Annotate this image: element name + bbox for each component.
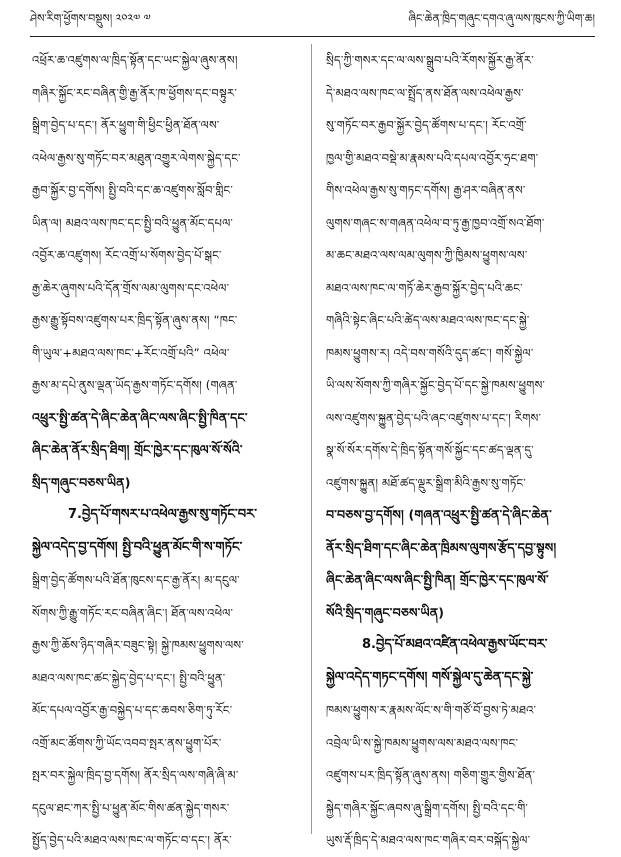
text-line: ཁམས་ཕྱུགས་ར་རྣམས་ལོང་ས་གི་གཙོ་བོ་བྱས་ཏེ་མཐའ་	[326, 703, 537, 717]
text-line: འཕྲོར་ཆ་འཛུགས་ལ་ཁྲིད་སྟོན་དང་ཡང་སྐྱེལ་ཞུས་ནས།	[32, 53, 238, 67]
text-line: མ་ཆང་མཐའ་ལས་ལམ་ལུགས་ཀྱི་ཁྱིམས་ཕྱུགས་ལས་	[326, 248, 528, 262]
text-line: ཞིང་ཆེན་ནོར་སྲིད་ཐིག། གྲོང་ཁྱེར་དང་ཁུལ་སོ་སོའི་	[32, 442, 243, 457]
section-heading-7-cont: སྐྱེལ་འདེད་བྱ་དགོས། སྤྱི་བའི་ཕྱུན་མོང་གི་ས་གཏོང་	[32, 539, 243, 555]
text-line: འབྱོར་ཆ་འཛུགས། རོང་འགྲོ་པ་སོགས་བྱེད་པོ་སྒང་	[32, 248, 222, 262]
text-line: སྤར་བར་སྐྱེལ་ཁྲིད་བྱ་དགོས། ནོར་སྲིད་ལས་གཞི་ཞི་མ་	[32, 768, 239, 782]
header-left-text: ཤེས་རིག་ཕྱོགས་བསྡུས། ༢༠༢༧ ༧	[30, 11, 151, 25]
right-column	[326, 44, 596, 847]
text-line: མཐའ་ལས་ཁང་ལ་གཏོ་ཆེར་རྒྱབ་སྐྱོར་བྱེད་པའི་ཆང་	[326, 280, 523, 295]
text-line: སྤྱོད་བྱེད་པའི་མཐའ་ལས་ཁང་ལ་གཏོང་བ་དང་། ནོར་	[32, 833, 232, 847]
text-line: འཕྲུར་སྤྱི་ཚན་དེ་ཞིང་ཆེན་ཞིང་ལས་ཞིང་སྤྱི་ཁིན་དང་	[32, 409, 248, 425]
text-line: སྣ་སོ་སོར་དགོས་དེ་ཁྲིད་སྟོན་གསོ་སྐྱོང་དང་ཚད་ལྡན་དུ་	[326, 443, 534, 457]
text-line: གི་ཡུལ་+མཐའ་ལས་ཁང་+རོང་འགྲོ་པའི” འཕེལ་	[32, 345, 230, 360]
text-line: སྒྲིག་བྱེད་པ་དང་། ནོར་ཕྱུག་གི་ཕྱིང་ཕྱིན་ཐོན་ལས་	[32, 118, 220, 132]
text-line: ནོར་སྲིད་ཐིག་དང་ཞིང་ཆེན་ཁྲིམས་ལུགས་རྩོད་དབྱ་སྟུས།	[326, 539, 557, 555]
text-line: ཡུས་རྡོ་ཁྲིད་དེ་མཐའ་ལས་ཁང་གཞིར་བར་བསྐོད་སྐྱེལ་	[326, 833, 531, 847]
text-line: རྒྱབ་སྐྱོར་བྱ་དགོས། སྤྱི་བའི་དང་ཆ་འཛུགས་སློབ་གླིང་	[32, 183, 233, 197]
section-heading-8: 8.བྱེད་པོ་མཐའ་འཛིན་འཕེལ་རྒྱས་ཡོང་བར་	[362, 637, 548, 652]
text-line: འབྲེལ་ཡི་ས་སྐྱེ་ཁམས་ཕྱུགས་ལས་མཐའ་ལས་ཁང་	[326, 735, 519, 750]
text-line: རྒྱས་རྒྱུ་སྟོབས་འཛུགས་པར་ཁྲིད་སྟོན་ཞུས་ནས། “ཁང་	[32, 313, 238, 327]
text-line: རྒྱ་ཆེར་ཞུགས་པའི་དོན་གྲོས་ལམ་ལུགས་དང་འཕེལ་	[32, 280, 230, 295]
text-line: སུ་གཏོང་བར་རྒྱབ་སྐྱོར་བྱེད་ཚོགས་པ་དང་། རོང་འགྲོ་	[326, 118, 527, 132]
text-line: ཁྱལ་གྱི་མཐའ་བསྡེ་མ་རྣམས་པའི་དཔལ་འབྱོར་ཧྲང་ཐག་	[326, 150, 539, 165]
text-line: གཞིར་སྐྱོང་རང་བཞིན་གྱི་རྒྱ་ནོར་ཁ་ཕྱོགས་དང་བསྟུར་	[32, 85, 237, 100]
text-line: སྲིད་ཀྱི་གསར་དང་ལ་ལས་སྒྲུབ་པའི་རོགས་སྐྱོར་རྒྱ་ནོར་	[326, 53, 534, 67]
text-line: ཁམས་ཕྱུགས་ར། འདེ་བས་གསོའི་དུད་ཚང་། གསོ་སྐྱེལ་	[326, 345, 534, 360]
column-divider	[311, 44, 312, 834]
section-heading-7: 7.བྱེད་པོ་གསར་པ་འཕེལ་རྒྱས་སུ་གཏོང་བར་	[68, 507, 257, 522]
text-line: གིས་འཕེལ་རྒྱས་སུ་གཏང་དགོས། རྒྱ་ཤར་བཞིན་ནས་	[326, 183, 526, 197]
text-line: དེ་མཐའ་ལས་ཁང་ལ་སྤྲོད་ནས་ཐོན་ལས་འཕེལ་རྒྱས་	[326, 85, 524, 100]
text-line: མོང་དཔལ་འབྱོར་རྒྱ་བསྐྱེད་པ་དང་ཆབས་ཅིག་ཏུ་རོང་	[32, 703, 233, 717]
text-line: སྒྲིག་བྱེད་ཚོགས་པའི་ཐོན་ཁུངས་དང་རྒྱ་ནོར། མ་དངུལ་	[32, 573, 240, 587]
text-line: ཞིང་ཆེན་ཞིང་ལས་ཞིང་སྤྱི་ཁིན། གྲོང་ཁྱེར་དང་ཁུལ་སོ་	[326, 572, 549, 587]
text-line: སོའི་སྲིད་གཞུང་བཅས་ཡིན)	[326, 604, 445, 620]
text-line: མཐའ་ལས་ཁང་ཚང་སྐྱེད་བྱེད་པ་དང་། སྤྱི་བའི་ཕྱུན་	[32, 670, 226, 685]
header-right-text: ཞིང་ཆེན་ཁྲིད་གཞུང་དགའ་ཞུ་ལས་ཁུངས་ཀྱི་ཡིག་ཆ།	[408, 11, 595, 25]
text-line: སྲིད་གཞུང་བཅས་ཡིན)	[32, 474, 131, 490]
text-line: གཞིའི་སྟེང་ཞིང་པའི་ཚེད་ལས་མཐའ་ལས་ཁང་དང་སྐྱེ་	[326, 313, 530, 327]
left-column	[32, 44, 302, 847]
text-line: ཡིན་ལ། མཐའ་ལས་ཁང་དང་སྤྱི་བའི་ཕྱུན་མོང་དཔལ་	[32, 215, 233, 230]
text-line: དངུལ་ཐང་ཀར་སྤྱི་པ་ཕྱུན་མོང་གིས་ཚན་སྐྱེད་གསར་	[32, 800, 230, 815]
text-line: ལས་འཛུགས་སྐྱུན་བྱེད་པའི་ཞང་འཛུགས་པ་དང་། རིགས་	[326, 410, 542, 425]
text-line: འཛུགས་པར་ཁྲིད་སྟོན་ཞུས་ནས། གཅིག་གྱུར་གྱིས་ཐོན་	[326, 768, 536, 782]
text-line: བ་བཅས་བྱ་དགོས། (གཞན་འཕྲུར་སྤྱི་ཚན་དེ་ཞིང་ཆེན་	[326, 507, 552, 522]
page-header	[30, 8, 595, 34]
text-line: འཕེལ་རྒྱས་སུ་གཏོང་བར་མཐུན་འགྱུར་ལེགས་སྐྱེད་དང་	[32, 150, 241, 165]
text-line: ལུགས་གཞང་ས་གཞན་འཕེལ་བ་ཏུ་རྒྱ་ཁྱབ་འགྲོ་སའ་ཐོག་	[326, 215, 545, 230]
text-line: སོགས་ཀྱི་རྒྱུ་གཏོང་རང་བཞིན་ཞིང་། ཐོན་ལས་འཕེལ་	[32, 605, 234, 620]
text-line: འཛུགས་སྐྱུན། མཐོ་ཚད་ལྡུར་སྒྲིག་མིའི་རྒྱས་སུ་གཏོང་	[326, 475, 526, 490]
text-line: སྐྱེད་གཞིར་སྐྱོང་ཞབས་ཞུ་སྒྲིག་དགོས། སྤྱི་བའི་དང་གི་	[326, 800, 528, 815]
section-heading-8-cont: སྐྱེལ་འདེད་གཏང་དགོས། གསོ་སྐྱེལ་དུ་ཆེན་དང་སྐྱེ་	[326, 669, 534, 685]
text-line: འགྲོ་མང་ཚོགས་ཀྱི་ཡོང་འབབ་སྤར་ནས་ཕྱུག་པོར་	[32, 735, 222, 750]
text-line: རྒྱས་མ་དཔེ་ནུས་ལྡན་ཡོད་རྒྱས་གཏོང་དགོས། (གཞན་	[32, 378, 238, 392]
text-line: ཡི་ལས་སོགས་ཀྱི་གཞིར་སྐྱོང་བྱེད་པོ་དང་སྐྱེ་ཁམས་ཕྱུགས་	[326, 378, 546, 392]
text-line: རྒྱས་ཀྱི་ཆོས་ཉིད་གཞིར་བཟུང་སྟེ། སྐྱེ་ཁམས་ཕྱུགས་ལས་	[32, 638, 244, 652]
header-divider	[30, 36, 595, 37]
